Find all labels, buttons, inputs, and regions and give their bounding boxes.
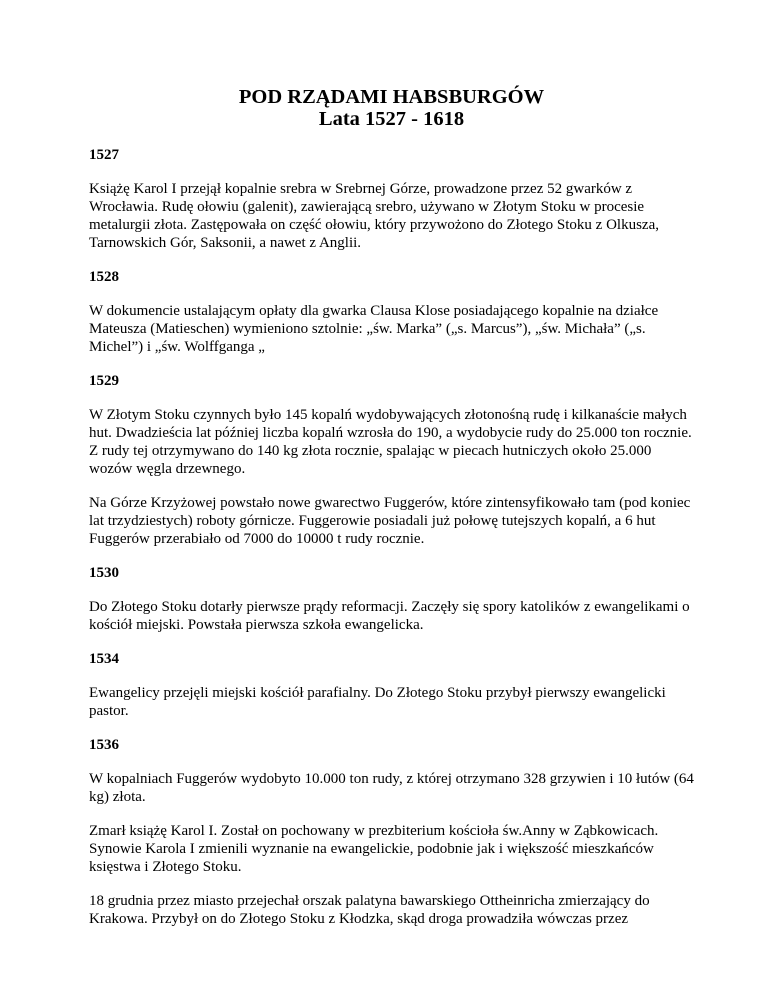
year-heading: 1528 bbox=[89, 269, 119, 285]
paragraph: Ewangelicy przejęli miejski kościół parafialny. Do Złotego Stoku przybył pierwszy ewangelicki pastor. bbox=[89, 685, 666, 719]
document-title: POD RZĄDAMI HABSBURGÓW bbox=[238, 86, 545, 108]
year-heading: 1529 bbox=[89, 373, 119, 389]
paragraph: W Złotym Stoku czynnych było 145 kopalń wydobywających złotonośną rudę i kilkanaście małych hut. Dwadzieścia lat później liczba kopalń wzrosła do 190, a wydobycie rudy do 25.000 ton rocznie. Z rudy tej otrzymywano do 140 kg złota rocznie, spalając w piecach hutniczych około 25.000 wozów węgla drzewnego. bbox=[89, 407, 692, 477]
document-subtitle: Lata 1527 - 1618 bbox=[318, 108, 465, 130]
year-heading: 1536 bbox=[89, 737, 119, 753]
document-page bbox=[89, 86, 694, 944]
year-heading: 1534 bbox=[89, 651, 119, 667]
paragraph: W kopalniach Fuggerów wydobyto 10.000 ton rudy, z której otrzymano 328 grzywien i 10 łutów (64 kg) złota. bbox=[89, 771, 694, 805]
paragraph: 18 grudnia przez miasto przejechał orszak palatyna bawarskiego Ottheinricha zmierzający do Krakowa. Przybył on do Złotego Stoku z Kłodzka, skąd droga prowadziła wówczas przez bbox=[89, 893, 650, 927]
year-heading: 1527 bbox=[89, 147, 119, 163]
year-heading: 1530 bbox=[89, 565, 119, 581]
paragraph: Zmarł książę Karol I. Został on pochowany w prezbiterium kościoła św.Anny w Ząbkowicach. Synowie Karola I zmienili wyznanie na ewangelickie, podobnie jak i większość mieszkańców księstwa i Złotego Stoku. bbox=[89, 823, 659, 875]
title-block bbox=[89, 86, 694, 130]
paragraph: Książę Karol I przejął kopalnie srebra w Srebrnej Górze, prowadzone przez 52 gwarków z Wrocławia. Rudę ołowiu (galenit), zawierającą srebro, używano w Złotym Stoku w procesie metalurgii złota. Zastępowała on część ołowiu, który przywożono do Złotego Stoku z Olkusza, Tarnowskich Gór, Saksonii, a nawet z Anglii. bbox=[89, 181, 659, 251]
paragraph: Do Złotego Stoku dotarły pierwsze prądy reformacji. Zaczęły się spory katolików z ewangelikami o kościół miejski. Powstała pierwsza szkoła ewangelicka. bbox=[89, 599, 690, 633]
paragraph: Na Górze Krzyżowej powstało nowe gwarectwo Fuggerów, które zintensyfikowało tam (pod koniec lat trzydziestych) roboty górnicze. Fuggerowie posiadali już połowę tutejszych kopalń, a 6 hut Fuggerów przerabiało od 7000 do 10000 t rudy rocznie. bbox=[89, 495, 691, 547]
paragraph: W dokumencie ustalającym opłaty dla gwarka Clausa Klose posiadającego kopalnie na działce Mateusza (Matieschen) wymieniono sztolnie: „św. Marka” („s. Marcus”), „św. Michała” („s. Michel”) i „św. Wolffganga „ bbox=[89, 303, 659, 355]
